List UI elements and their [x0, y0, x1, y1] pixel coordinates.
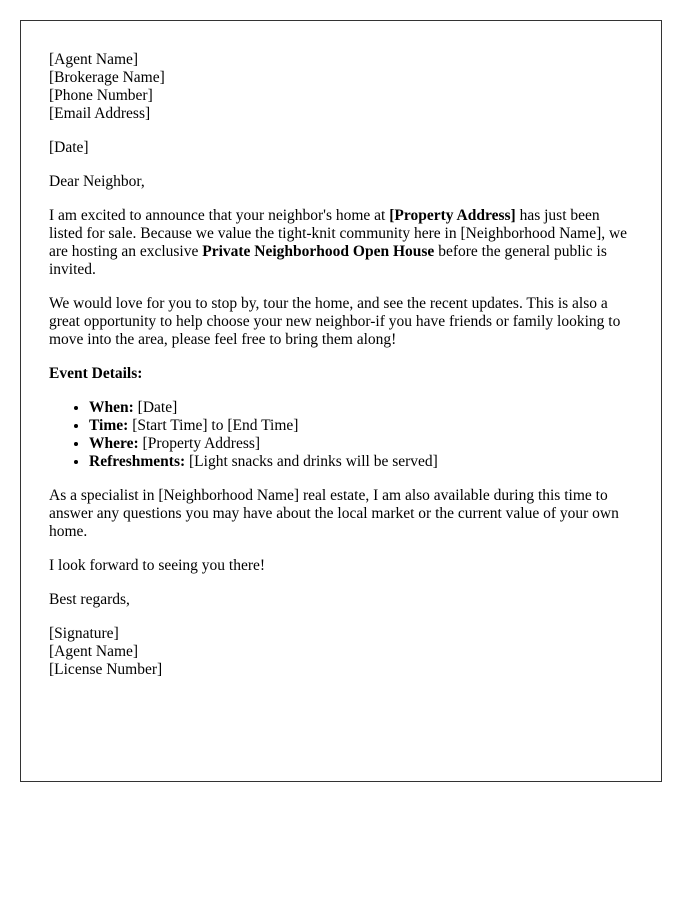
salutation: Dear Neighbor, — [49, 173, 145, 190]
detail-label: Refreshments: — [89, 453, 186, 470]
event-detail-time — [89, 417, 633, 435]
intro-text-1: I am excited to announce that your neighbor's home at — [49, 207, 390, 224]
brokerage-name: [Brokerage Name] — [49, 69, 165, 86]
sender-info — [49, 51, 633, 123]
intro-text-2: has just been listed for sale. Because we value the tight-knit community here in [Neighborhood Name], we are hosting an exclusive — [49, 207, 628, 260]
detail-value: [Date] — [133, 399, 178, 416]
intro-text-3: before the general public is invited. — [49, 243, 607, 278]
letter-date: [Date] — [49, 139, 89, 156]
closing-sentence: I look forward to seeing you there! — [49, 557, 266, 574]
event-name: Private Neighborhood Open House — [202, 243, 435, 260]
detail-label: When: — [89, 399, 134, 416]
signature-block — [49, 625, 633, 679]
detail-value: [Light snacks and drinks will be served] — [185, 453, 438, 470]
signature: [Signature] — [49, 625, 119, 642]
detail-label: Time: — [89, 417, 129, 434]
signature-agent-name: [Agent Name] — [49, 643, 139, 660]
specialist-paragraph: As a specialist in [Neighborhood Name] real estate, I am also available during this time to answer any questions you may have about the local market or the current value of your own home. — [49, 487, 619, 540]
property-address: [Property Address] — [389, 207, 516, 224]
intro-paragraph — [49, 207, 633, 279]
invitation-paragraph: We would love for you to stop by, tour the home, and see the recent updates. This is also a great opportunity to help choose your new neighbor-if you have friends or family looking to move into the area, please feel free to bring them along! — [49, 295, 621, 348]
agent-name: [Agent Name] — [49, 51, 139, 68]
event-details-heading: Event Details: — [49, 365, 143, 382]
detail-value: [Property Address] — [138, 435, 261, 452]
event-detail-refreshments — [89, 453, 633, 471]
phone-number: [Phone Number] — [49, 87, 153, 104]
license-number: [License Number] — [49, 661, 163, 678]
detail-value: [Start Time] to [End Time] — [128, 417, 299, 434]
event-detail-where — [89, 435, 633, 453]
letter-page — [20, 20, 662, 782]
closing: Best regards, — [49, 591, 130, 608]
event-detail-when — [89, 399, 633, 417]
email-address: [Email Address] — [49, 105, 151, 122]
detail-label: Where: — [89, 435, 139, 452]
event-details-list — [49, 399, 633, 471]
